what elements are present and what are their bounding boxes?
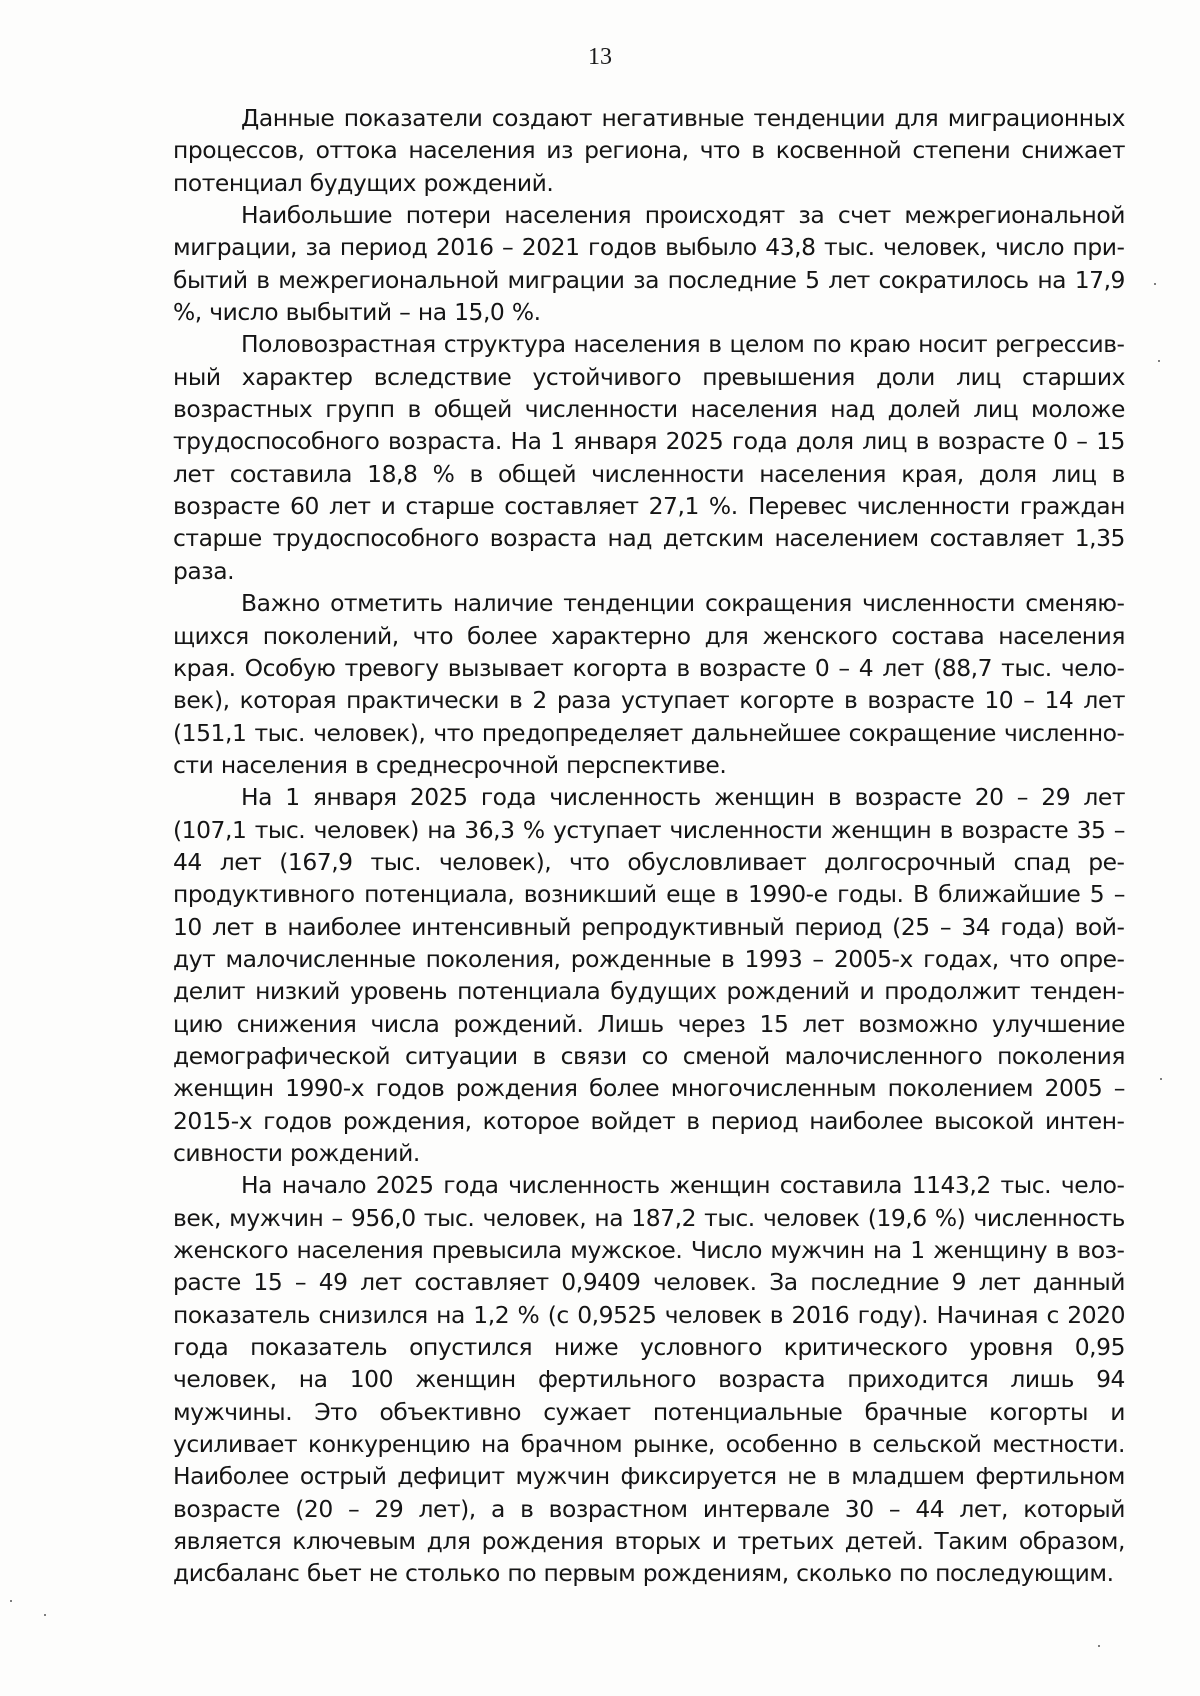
body-text [173, 102, 1125, 1590]
paragraph-6: На начало 2025 года численность женщин составила 1143,2 тыс. человек, мужчин – 956,0 тыс. человек, на 187,2 тыс. человек (19,6 %) численность женского населения превысила мужское. Число мужчин на 1 женщину в возрасте 15 – 49 лет составляет 0,9409 человек. За последние 9 лет данный показатель снизился на 1,2 % (с 0,9525 человек в 2016 году). Начиная с 2020 года показатель опустился ниже условного критического уровня 0,95 человек, на 100 женщин фертильного возраста приходится лишь 94 мужчины. Это объективно сужает потенциальные брачные когорты и усиливает конкуренцию на брачном рынке, особенно в сельской местности. Наиболее острый дефицит мужчин фиксируется не в младшем фертильном возрасте (20 – 29 лет), а в возрастном интервале 30 – 44 лет, который является ключевым для рождения вторых и третьих детей. Таким образом, дисбаланс бьет не столько по первым рождениям, сколько по последующим. [173, 1171, 1125, 1588]
scan-speck [1160, 1078, 1162, 1080]
paragraph-2: Наибольшие потери населения происходят за счет межрегиональной миграции, за период 2016 – 2021 годов выбыло 43,8 тыс. человек, число прибытий в межрегиональной миграции за последние 5 лет сократилось на 17,9 %, число выбытий – на 15,0 %. [173, 201, 1125, 327]
scan-speck [1158, 360, 1160, 362]
paragraph-1: Данные показатели создают негативные тенденции для миграционных процессов, оттока населения из региона, что в косвенной степени снижает потенциал будущих рождений. [173, 104, 1125, 197]
scan-speck [1154, 283, 1156, 285]
scan-speck [10, 1600, 12, 1602]
paragraph-4: Важно отметить наличие тенденции сокращения численности сменяющихся поколений, что более характерно для женского состава населения края. Особую тревогу вызывает когорта в возрасте 0 – 4 лет (88,7 тыс. человек), которая практически в 2 раза уступает когорте в возрасте 10 – 14 лет (151,1 тыс. человек), что предопределяет дальнейшее сокращение численности населения в среднесрочной перспективе. [173, 589, 1125, 779]
scan-speck [1098, 1645, 1100, 1647]
scan-speck [44, 1614, 46, 1616]
paragraph-3: Половозрастная структура населения в целом по краю носит регрессивный характер вследствие устойчивого превышения доли лиц старших возрастных групп в общей численности населения над долей лиц моложе трудоспособного возраста. На 1 января 2025 года доля лиц в возрасте 0 – 15 лет составила 18,8 % в общей численности населения края, доля лиц в возрасте 60 лет и старше составляет 27,1 %. Перевес численности граждан старше трудоспособного возраста над детским населением составляет 1,35 раза. [173, 330, 1125, 585]
page-number: 13 [588, 44, 612, 70]
paragraph-5: На 1 января 2025 года численность женщин в возрасте 20 – 29 лет (107,1 тыс. человек) на 36,3 % уступает численности женщин в возрасте 35 – 44 лет (167,9 тыс. человек), что обусловливает долгосрочный спад репродуктивного потенциала, возникший еще в 1990-е годы. В ближайшие 5 – 10 лет в наиболее интенсивный репродуктивный период (25 – 34 года) войдут малочисленные поколения, рожденные в 1993 – 2005-х годах, что определит низкий уровень потенциала будущих рождений и продолжит тенденцию снижения числа рождений. Лишь через 15 лет возможно улучшение демографической ситуации в связи со сменой малочисленного поколения женщин 1990-х годов рождения более многочисленным поколением 2005 – 2015-х годов рождения, которое войдет в период наиболее высокой интенсивности рождений. [173, 783, 1125, 1167]
